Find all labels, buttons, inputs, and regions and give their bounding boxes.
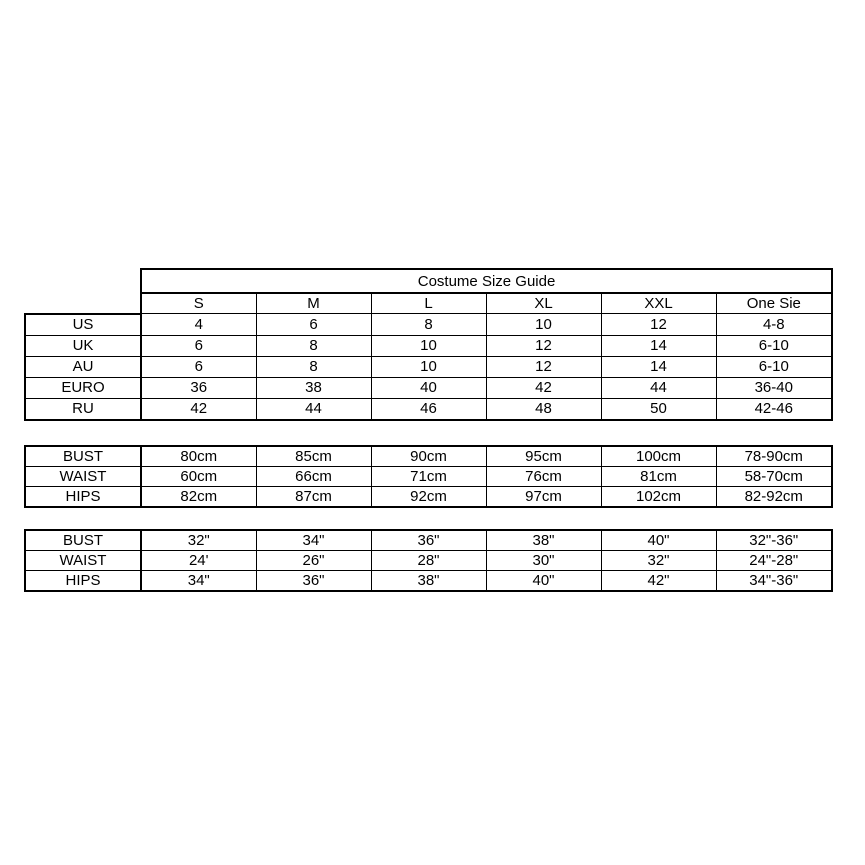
table-cell: 34" bbox=[256, 530, 371, 551]
table-cell: 26" bbox=[256, 551, 371, 571]
row-label: WAIST bbox=[25, 551, 141, 571]
table-row bbox=[25, 551, 832, 571]
table-cell: 82cm bbox=[141, 487, 256, 508]
table-cell: 12 bbox=[601, 314, 716, 336]
table-cell: 100cm bbox=[601, 446, 716, 467]
table-cell: 36" bbox=[256, 571, 371, 592]
table-cell: 10 bbox=[486, 314, 601, 336]
table-cell: 6 bbox=[256, 314, 371, 336]
table-cell: 30" bbox=[486, 551, 601, 571]
table-cell: 66cm bbox=[256, 467, 371, 487]
row-label: AU bbox=[25, 356, 141, 377]
table-cell: 92cm bbox=[371, 487, 486, 508]
table-cell: 48 bbox=[486, 398, 601, 420]
table-cell: 102cm bbox=[601, 487, 716, 508]
corner-cell bbox=[25, 269, 141, 293]
table-cell: 44 bbox=[601, 377, 716, 398]
table-cell: 14 bbox=[601, 356, 716, 377]
table-cell: 32" bbox=[141, 530, 256, 551]
size-header: M bbox=[256, 293, 371, 314]
measurements-inch-table bbox=[24, 529, 833, 592]
table-cell: 12 bbox=[486, 356, 601, 377]
table-cell: 58-70cm bbox=[716, 467, 832, 487]
table-cell: 4 bbox=[141, 314, 256, 336]
row-label: HIPS bbox=[25, 487, 141, 508]
table-cell: 36 bbox=[141, 377, 256, 398]
table-cell: 6 bbox=[141, 335, 256, 356]
table-cell: 90cm bbox=[371, 446, 486, 467]
table-row bbox=[25, 335, 832, 356]
table-cell: 42-46 bbox=[716, 398, 832, 420]
table-cell: 36-40 bbox=[716, 377, 832, 398]
table-cell: 95cm bbox=[486, 446, 601, 467]
table-cell: 81cm bbox=[601, 467, 716, 487]
table-cell: 12 bbox=[486, 335, 601, 356]
table-cell: 36" bbox=[371, 530, 486, 551]
table-cell: 82-92cm bbox=[716, 487, 832, 508]
size-header-row bbox=[25, 293, 832, 314]
table-cell: 34" bbox=[141, 571, 256, 592]
row-label: BUST bbox=[25, 446, 141, 467]
table-cell: 50 bbox=[601, 398, 716, 420]
table-cell: 10 bbox=[371, 335, 486, 356]
table-cell: 97cm bbox=[486, 487, 601, 508]
size-header: One Sie bbox=[716, 293, 832, 314]
table-row bbox=[25, 571, 832, 592]
size-header: XXL bbox=[601, 293, 716, 314]
table-row bbox=[25, 446, 832, 467]
title-row bbox=[25, 269, 832, 293]
corner-cell bbox=[25, 293, 141, 314]
table-cell: 60cm bbox=[141, 467, 256, 487]
table-row bbox=[25, 377, 832, 398]
table-cell: 8 bbox=[256, 356, 371, 377]
table-cell: 28" bbox=[371, 551, 486, 571]
table-row bbox=[25, 487, 832, 508]
size-header: XL bbox=[486, 293, 601, 314]
row-label: EURO bbox=[25, 377, 141, 398]
measurements-cm-table bbox=[24, 445, 833, 508]
table-cell: 8 bbox=[256, 335, 371, 356]
table-row bbox=[25, 314, 832, 336]
table-row bbox=[25, 398, 832, 420]
row-label: RU bbox=[25, 398, 141, 420]
row-label: BUST bbox=[25, 530, 141, 551]
table-cell: 40" bbox=[486, 571, 601, 592]
table-cell: 40 bbox=[371, 377, 486, 398]
table-cell: 38 bbox=[256, 377, 371, 398]
table-cell: 87cm bbox=[256, 487, 371, 508]
table-cell: 32"-36" bbox=[716, 530, 832, 551]
table-cell: 6 bbox=[141, 356, 256, 377]
table-cell: 46 bbox=[371, 398, 486, 420]
table-cell: 14 bbox=[601, 335, 716, 356]
row-label: UK bbox=[25, 335, 141, 356]
table-cell: 80cm bbox=[141, 446, 256, 467]
size-conversion-table bbox=[24, 268, 833, 421]
table-cell: 10 bbox=[371, 356, 486, 377]
table-cell: 71cm bbox=[371, 467, 486, 487]
size-header: S bbox=[141, 293, 256, 314]
size-header: L bbox=[371, 293, 486, 314]
table-cell: 8 bbox=[371, 314, 486, 336]
row-label: US bbox=[25, 314, 141, 336]
table-cell: 32" bbox=[601, 551, 716, 571]
table-cell: 78-90cm bbox=[716, 446, 832, 467]
table-cell: 24"-28" bbox=[716, 551, 832, 571]
table-cell: 4-8 bbox=[716, 314, 832, 336]
table-title: Costume Size Guide bbox=[141, 269, 832, 293]
table-cell: 85cm bbox=[256, 446, 371, 467]
row-label: WAIST bbox=[25, 467, 141, 487]
table-cell: 38" bbox=[371, 571, 486, 592]
table-cell: 42 bbox=[486, 377, 601, 398]
table-cell: 76cm bbox=[486, 467, 601, 487]
table-cell: 40" bbox=[601, 530, 716, 551]
table-cell: 34"-36" bbox=[716, 571, 832, 592]
table-cell: 42 bbox=[141, 398, 256, 420]
row-label: HIPS bbox=[25, 571, 141, 592]
table-row bbox=[25, 356, 832, 377]
table-cell: 6-10 bbox=[716, 335, 832, 356]
table-cell: 6-10 bbox=[716, 356, 832, 377]
table-cell: 38" bbox=[486, 530, 601, 551]
table-row bbox=[25, 467, 832, 487]
table-cell: 42" bbox=[601, 571, 716, 592]
table-cell: 44 bbox=[256, 398, 371, 420]
table-row bbox=[25, 530, 832, 551]
table-cell: 24' bbox=[141, 551, 256, 571]
